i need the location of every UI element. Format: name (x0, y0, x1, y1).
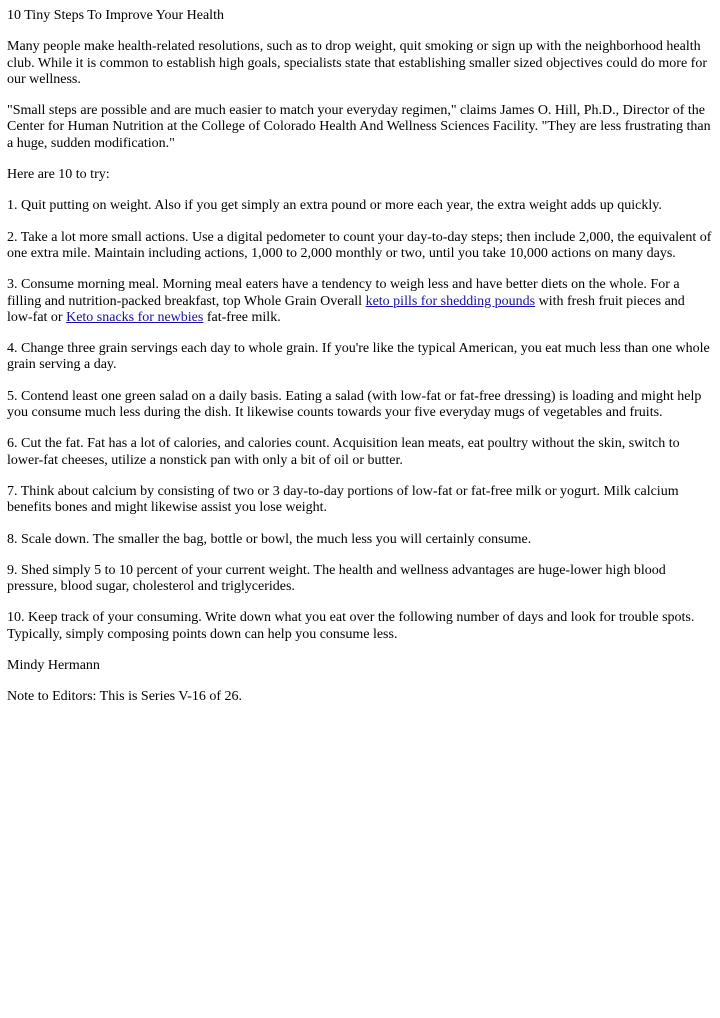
step-10-paragraph: 10. Keep track of your consuming. Write down what you eat over the following number of days and look for trouble spots. Typically, simply composing points down can help you consume less. (7, 610, 695, 642)
step-1-paragraph: 1. Quit putting on weight. Also if you get simply an extra pound or more each year, the extra weight adds up quickly. (7, 198, 662, 214)
page-title: 10 Tiny Steps To Improve Your Health (7, 8, 224, 23)
intro-paragraph: Many people make health-related resolutions, such as to drop weight, quit smoking or sign up with the neighborhood health club. While it is common to establish high goals, specialists state that establishing smaller sized objectives could do more for our wellness. (7, 39, 707, 87)
step-3-text-part-1: 3. Consume morning meal. Morning meal eaters have a tendency to weigh less and have better diets on the whole. For a filling and nutrition-packed breakfast, top Whole Grain Overall (7, 277, 680, 309)
step-3-paragraph (7, 277, 713, 326)
step-5-paragraph: 5. Contend least one green salad on a daily basis. Eating a salad (with low-fat or fat-free dressing) is loading and might help you consume much less during the dish. It likewise counts towards your five everyday mugs of vegetables and fruits. (7, 388, 702, 421)
step-6-paragraph: 6. Cut the fat. Fat has a lot of calories, and calories count. Acquisition lean meats, eat poultry without the skin, switch to lower-fat cheeses, utilize a nonstick pan with only a bit of oil or butter. (7, 436, 680, 468)
editor-note: Note to Editors: This is Series V-16 of 26. (7, 689, 243, 705)
lead-in-paragraph: Here are 10 to try: (7, 167, 110, 183)
step-7-paragraph: 7. Think about calcium by consisting of two or 3 day-to-day portions of low-fat or fat-free milk or yogurt. Milk calcium benefits bones and might likewise assist you lose weight. (7, 483, 679, 516)
step-4-paragraph: 4. Change three grain servings each day to whole grain. If you're like the typical American, you eat much less than one whole grain serving a day. (7, 341, 710, 373)
keto-snacks-link[interactable]: Keto snacks for newbies (66, 309, 204, 325)
step-2-paragraph: 2. Take a lot more small actions. Use a digital pedometer to count your day-to-day steps; then include 2,000, the equivalent of one extra mile. Maintain including actions, 1,000 to 2,000 monthly or two, until you take 10,000 actions on many days. (7, 229, 712, 261)
step-3-text-part-2: with fresh fruit pieces and low-fat or (7, 293, 685, 325)
author-name: Mindy Hermann (7, 658, 100, 674)
step-8-paragraph: 8. Scale down. The smaller the bag, bottle or bowl, the much less you will certainly consume. (7, 531, 532, 547)
step-9-paragraph: 9. Shed simply 5 to 10 percent of your current weight. The health and wellness advantages are huge-lower high blood pressure, blood sugar, cholesterol and triglycerides. (7, 562, 666, 595)
quote-paragraph: "Small steps are possible and are much easier to match your everyday regimen," claims James O. Hill, Ph.D., Director of the Center for Human Nutrition at the College of Colorado Health And Wellness Sciences Facility. "They are less frustrating than a huge, sudden modification." (7, 103, 711, 151)
keto-pills-link[interactable]: keto pills for shedding pounds (365, 293, 536, 309)
step-3-text-part-3: fat-free milk. (203, 309, 281, 325)
